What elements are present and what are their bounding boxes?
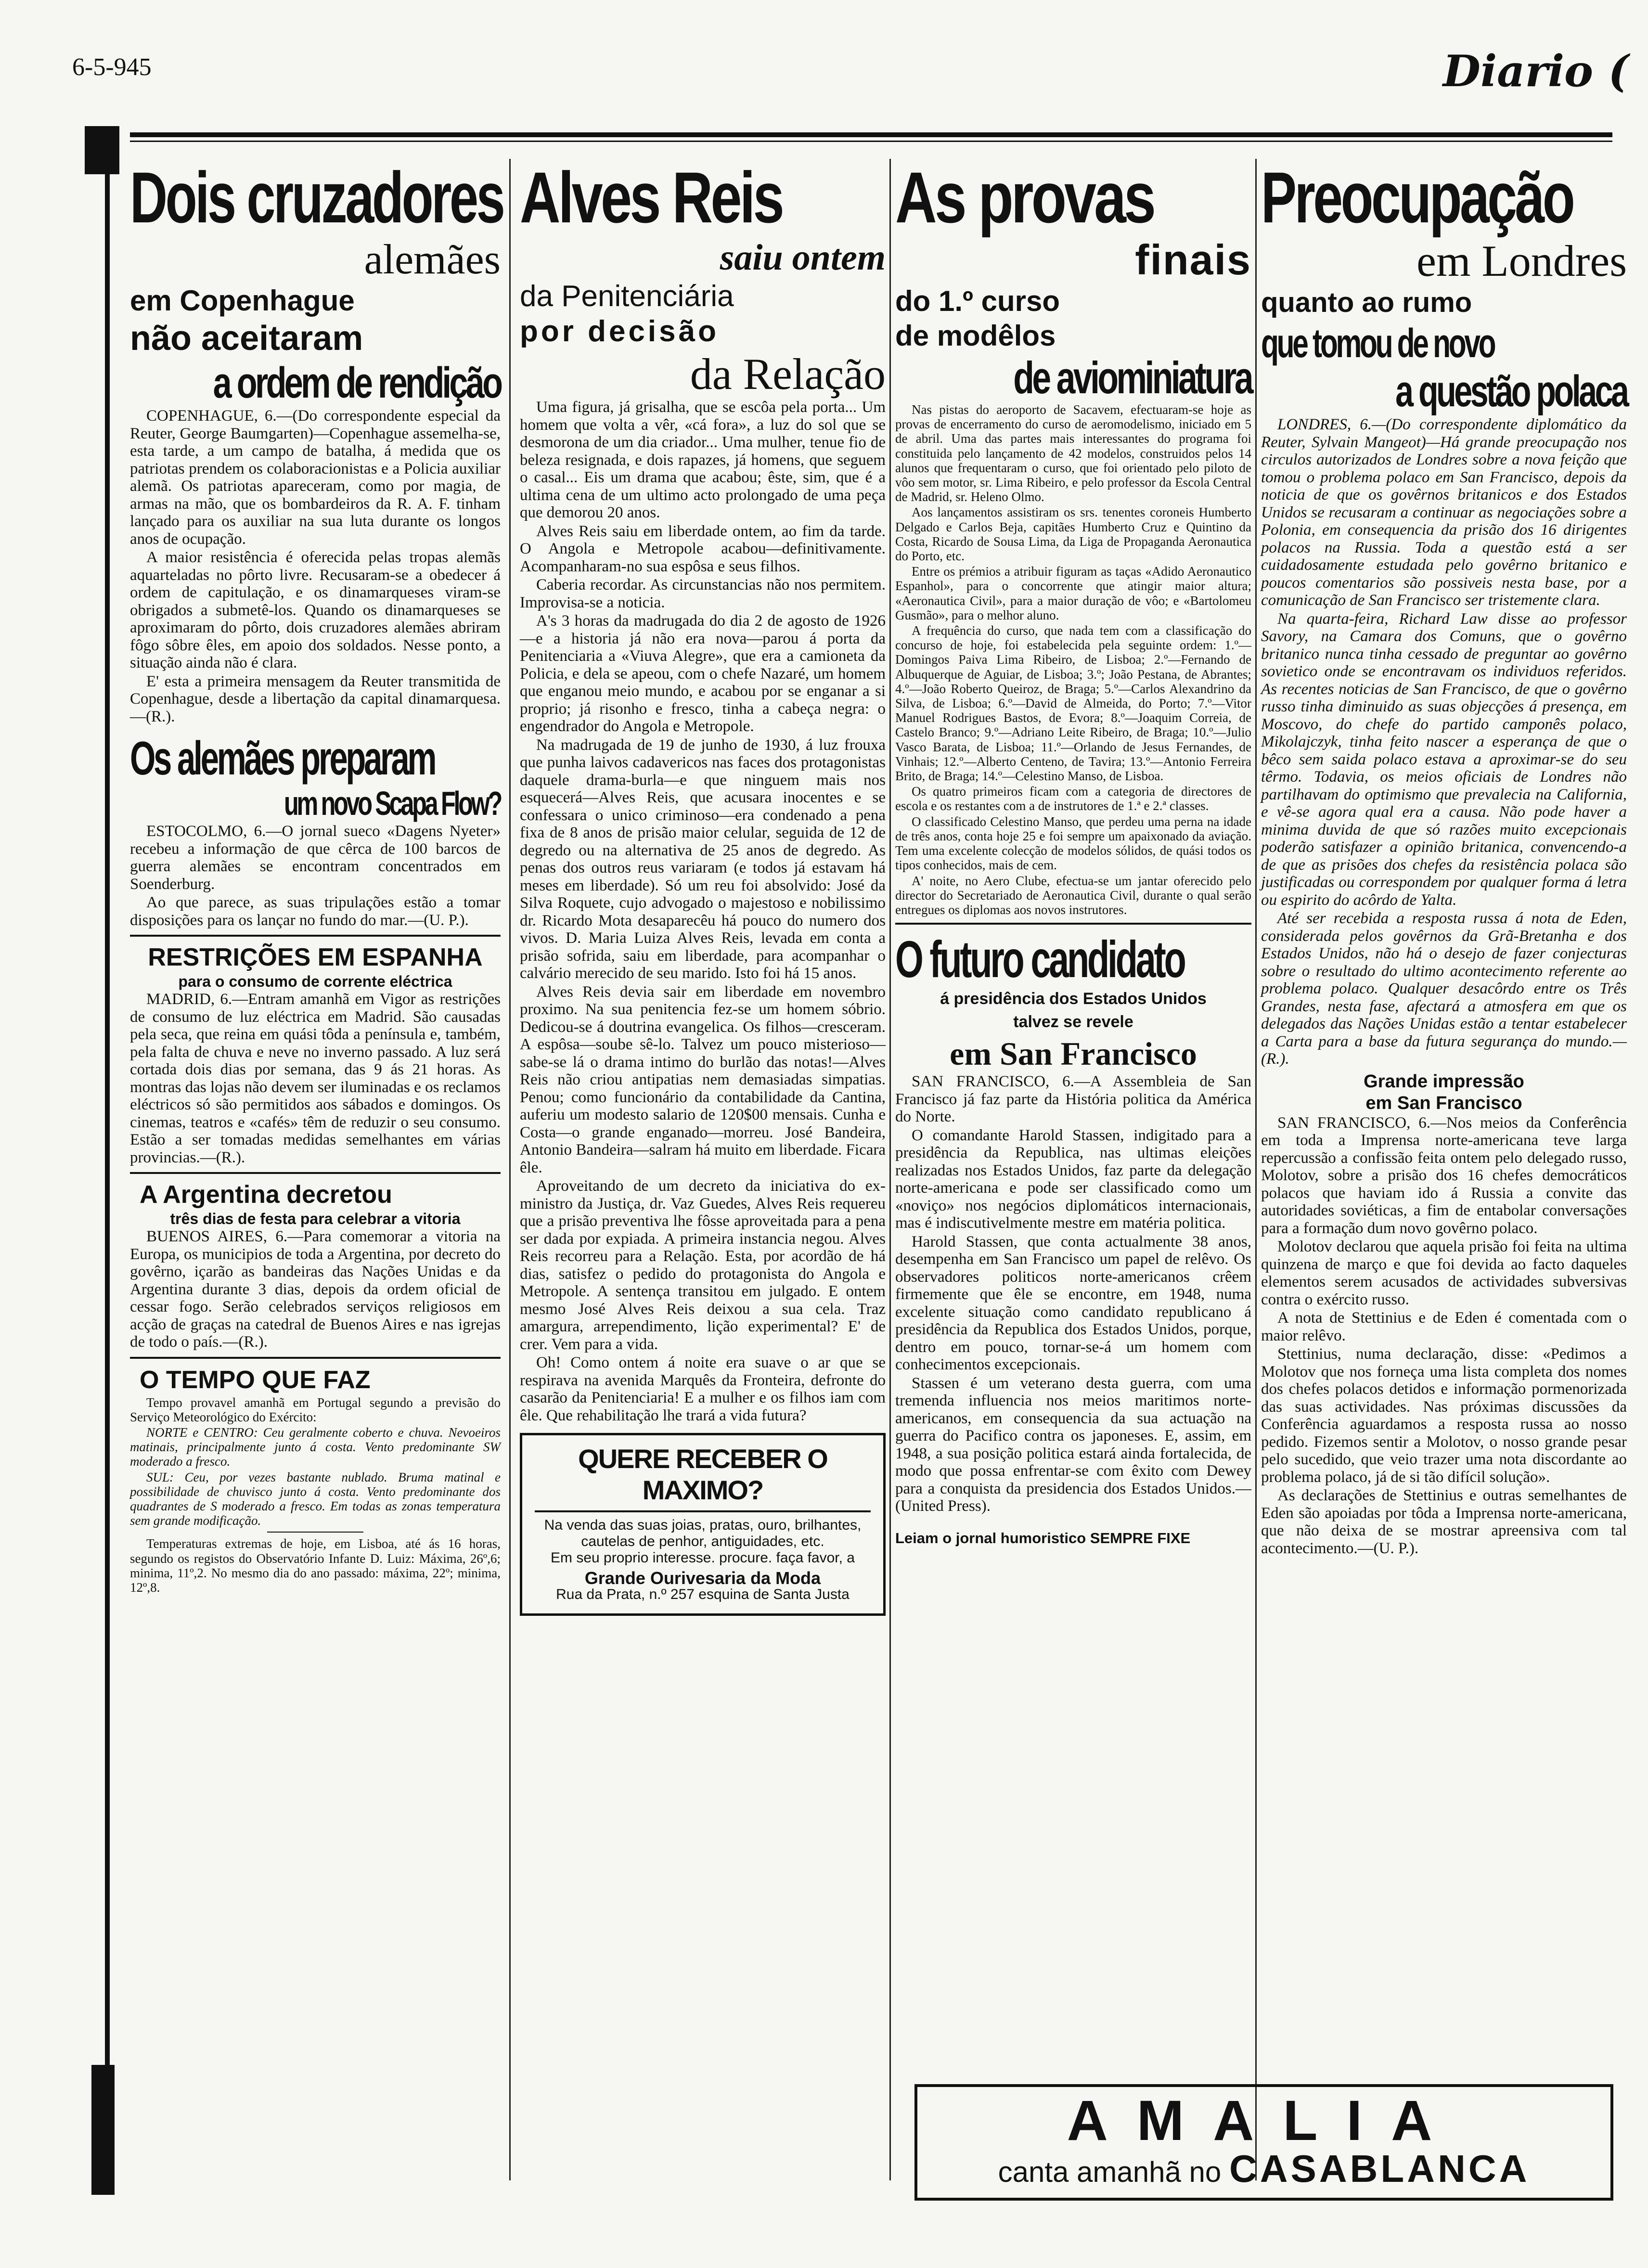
subheadline: em San Francisco: [1365, 1093, 1522, 1113]
column-divider: [509, 159, 511, 2180]
paragraph: Entre os prémios a atribuir figuram as taças «Adido Aeronautico Espanhol», para o concorrente que atingir maior altura; «Aeronautica Civil», para a maior duração de vôo; e «Bartolomeu Gusmão», para o melhor aluno.: [895, 564, 1251, 622]
page-header: [0, 0, 1648, 144]
paragraph: Na madrugada de 19 de junho de 1930, á luz frouxa que punha laivos cadavericos nas faces dos protagonistas daquele drama-burla—e que ninguem mais nos esquecerá—Alves Reis, que acusara inocentes e se confessara o unico criminoso—era condenado a pena fixa de 8 anos de prisão maior celular, seguida de 12 de degredo ou na alternativa de 25 anos de degredo. As penas dos outros reus variaram (e todos já estavam há meses em liberdade). Só um reu foi absolvido: José da Silva Roquete, cujo advogado o majestoso e nobilissimo dr. Ricardo Mota desaparecêu há pouco do numero dos vivos. D. Maria Luiza Alves Reis, levada em conta a prisão sofrida, saiu em liberdade, para acompanhar o calvário merecido de seu marido. Isto foi há 15 anos.: [520, 736, 886, 982]
subheadline: á presidência dos Estados Unidos: [940, 990, 1207, 1008]
paragraph: Aproveitando de um decreto da iniciativa do ex-ministro da Justiça, dr. Vaz Guedes, Alves Reis requereu que a prisão preventiva lhe fôsse aproveitada para a pena ser dada por expiada. A primeira instancia negou. Alves Reis recorreu para a Relação. Esta, por acordão de há dias, satisfez o pedido do protagonista do Angola e Metropole. A sentença transitou em julgado. E ontem mesmo José Alves Reis deixou a sua cela. Traz amargura, arrependimento, lição experimental? E' de crer. Vem para a vida.: [520, 1177, 886, 1353]
paragraph: As declarações de Stettinius e outras semelhantes de Eden são apoiadas por tôda a Imprensa norte-americana, que não deixa de se mostrar apreensiva com tal acontecimento.—(U. P.).: [1261, 1487, 1627, 1557]
article-scapa-flow: [130, 732, 501, 929]
paragraph: Harold Stassen, que conta actualmente 38 anos, desempenha em San Francisco um papel de relêvo. Os observadores politicos norte-americanos crêem firmemente que êle se encontre, em 1948, numa excelente situação como candidato republicano á presidência da Republica dos Estados Unidos, porque, dentro em pouco, tornar-se-á um homem com conhecimentos excepcionais.: [895, 1233, 1251, 1374]
subheadline: três dias de festa para celebrar a vitoria: [170, 1210, 461, 1227]
column-4: [1261, 159, 1627, 1560]
subheadline: da Relação: [690, 349, 886, 399]
subheadline: finais: [1135, 236, 1251, 284]
paragraph: SAN FRANCISCO, 6.—A Assembleia de San Francisco já faz parte da História politica da América do Norte.: [895, 1073, 1251, 1126]
subheadline: por decisão: [520, 315, 719, 348]
subheadline: que tomou de novo: [1261, 321, 1494, 366]
article-body: [1261, 416, 1627, 1068]
ad-artist-name: AMALIA: [1067, 2089, 1461, 2152]
ad-venue: CASABLANCA: [1229, 2147, 1530, 2190]
paragraph: A's 3 horas da madrugada do dia 2 de agosto de 1926—e a historia já não era nova—parou á porta da Penitenciaria a «Viuva Alegre», que era a camioneta da Policia, e dela se apeou, com o chefe Nazaré, um homem que enganou meio mundo, e acabou por se enganar a si proprio; já risonho e fresco, tinha a cabeça negra: o engendrador do Angola e Metropole.: [520, 612, 886, 735]
paragraph: A frequência do curso, que nada tem com a classificação do concurso de hoje, foi estabelecida pela seguinte ordem: 1.º—Domingos Paiva Lima Ribeiro, de Lisboa; 2.º—Fernando de Albuquerque de Aguiar, de Lisboa; 3.º; João Pestana, de Abrantes; 4.º—João Roberto Queiroz, de Braga; 5.º—Carlos Alexandrino da Silva, de Lisboa; 6.º—David de Almeida, do Porto; 7.º—Vitor Manuel Rodrigues Bastos, de Evora; 8.º—Joaquim Correia, de Castelo Branco; 9.º—Adriano Leite Ribeiro, de Braga; 10.º—Julio Vasco Barata, de Lisboa; 11.º—Orlando de Jesus Fernandes, de Vinhais; 12.º—Alberto Centeno, de Tavira; 13.º—Antonio Ferreira Brito, de Braga; 14.º—Celestino Manso, de Lisboa.: [895, 623, 1251, 784]
headline: O futuro candidato: [895, 930, 1184, 989]
article-grande-impressao: [1261, 1071, 1627, 1558]
paragraph: Alves Reis devia sair em liberdade em novembro proximo. Na sua penitencia fez-se um homem sóbrio. Dedicou-se á doutrina evangelica. Os filhos—cresceram. A espôsa—soube sê-lo. Talvez um pouco misterioso—sabe-se lá o drama intimo do burlão das notas!—Alves Reis não criou antipatias nem demasiadas simpatias. Penou; como funcionário da contabilidade da Cantina, auferiu um modesto salario de 120$00 mensais. Cunha e Costa—o grande enganado—morreu. José Bandeira, Antonio Bandeira—salram há muito em liberdade. Ficara êle.: [520, 983, 886, 1176]
column-3: [895, 159, 1251, 1547]
article-body: [130, 407, 501, 725]
issue-date: 6-5-945: [72, 53, 152, 81]
subheadline: saiu ontem: [720, 237, 886, 278]
subheadline: de aviominiatura: [1013, 352, 1251, 403]
ad-amalia: [914, 2084, 1613, 2201]
paragraph: Tempo provavel amanhã em Portugal segundo a previsão do Serviço Meteorológico do Exército:: [130, 1395, 501, 1424]
paragraph: O comandante Harold Stassen, indigitado para a presidência da Republica, nas ultimas eleições realizadas nos Estados Unidos, faz parte da delegação norte-americana e pode ser classificado como um «noviço» nos negócios diplomáticos internacionais, mas é indiscutivelmente mestre em matéria politica.: [895, 1126, 1251, 1232]
paragraph: Até ser recebida a resposta russa á nota de Eden, considerada pelos govêrnos da Grã-Bretanha e dos Estados Unidos, não há o desejo de fazer conjecturas sobre o resultado do ultimo acontecimento referente ao problema polaco. Qualquer desacôrdo entre os Três Grandes, nesta fase, afectará a atmosfera em que os delegados das Nações Unidas estão a tentar estabelecer a Carta para a base da futura segurança do mundo.—(R.).: [1261, 910, 1627, 1068]
paragraph: A maior resistência é oferecida pelas tropas alemãs aquarteladas no pôrto livre. Recusaram-se a obedecer á ordem de capitulação, e os dinamarqueses viram-se obrigados a submetê-los. Quando os dinamarqueses se aproximaram do pôrto, dois cruzadores alemães abriram fôgo sôbre êles, em apoio dos soldados. Nesse ponto, a situação ainda não é clara.: [130, 549, 501, 671]
paragraph: A nota de Stettinius e de Eden é comentada com o maior relêvo.: [1261, 1309, 1627, 1344]
paragraph: Caberia recordar. As circunstancias não nos permitem. Improvisa-se a noticia.: [520, 576, 886, 611]
subheadline: a ordem de rendição: [213, 359, 501, 407]
headline: O TEMPO QUE FAZ: [140, 1366, 371, 1394]
ad-body: [535, 1517, 871, 1603]
headline: RESTRIÇÕES EM ESPANHA: [148, 943, 483, 971]
column-1: [130, 159, 501, 1598]
article-body: [520, 399, 886, 1424]
headline: Preocupação: [1261, 157, 1573, 238]
subheadline: não aceitaram: [130, 319, 363, 358]
subheadline: em San Francisco: [950, 1035, 1197, 1072]
corner-block: [85, 126, 119, 174]
ad-text: canta amanhã no: [998, 2156, 1222, 2188]
column-divider: [889, 159, 891, 2180]
article-body: [1261, 1114, 1627, 1558]
ad-address: Rua da Prata, n.º 257 esquina de Santa Justa: [556, 1586, 850, 1602]
subheadline: para o consumo de corrente eléctrica: [178, 973, 452, 990]
paragraph: Aos lançamentos assistiram os srs. tenentes coroneis Humberto Delgado e Carlos Beja, capitães Humberto Cruz e Quintino da Costa, Ricardo de Sousa Lima, da Liga de Propaganda Aeronautica do Porto, etc.: [895, 505, 1251, 564]
paragraph: BUENOS AIRES, 6.—Para comemorar a vitoria na Europa, os municipios de toda a Argentina, por decreto do govêrno, içarão as bandeiras das Nações Unidas e da Argentina durante 3 dias, depois da ordem oficial de cessar fogo. Serão celebrados serviços religiosos em acção de graças na catedral de Buenos Aires e nas igrejas de todo o país.—(R.).: [130, 1228, 501, 1351]
ad-title: QUERE RECEBER O MAXIMO?: [535, 1443, 871, 1512]
bottom-block: [91, 2065, 115, 2195]
article-provas: [895, 159, 1251, 917]
article-body: [130, 1395, 501, 1595]
header-rule-thin: [130, 141, 1612, 142]
article-tempo: [130, 1365, 501, 1595]
article-body: [895, 1073, 1251, 1515]
ad-subline: [917, 2147, 1610, 2191]
subheadline: quanto ao rumo: [1261, 287, 1472, 318]
subheadline: da Penitenciária: [520, 280, 734, 313]
subheadline: talvez se revele: [1013, 1013, 1133, 1031]
paragraph: Ao que parece, as suas tripulações estão a tomar disposições para os lançar no fundo do mar.—(U. P.).: [130, 894, 501, 929]
subheadline: alemães: [364, 236, 501, 283]
subheadline: um novo Scapa Flow?: [284, 785, 501, 822]
paragraph: NORTE e CENTRO: Ceu geralmente coberto e chuva. Nevoeiros matinais, principalmente junto á costa. Vento predominante SW moderado a fresco.: [130, 1425, 501, 1469]
subheadline: a questão polaca: [1395, 367, 1627, 416]
article-body: [130, 1228, 501, 1351]
paragraph: SAN FRANCISCO, 6.—Nos meios da Conferência em toda a Imprensa norte-americana teve larga repercussão a confissão feita ontem pelo delegado russo, Molotov, sobre a prisão dos 16 chefes democráticos polacos que haviam ido á Russia a convite das autoridades soviéticas, a fim de entabolar conversações para a formação dum novo govêrno polaco.: [1261, 1114, 1627, 1237]
left-border: [105, 173, 110, 2185]
headline: Alves Reis: [520, 157, 783, 238]
column-2: [520, 159, 886, 1616]
divider: [130, 1172, 501, 1174]
paragraph: LONDRES, 6.—(Do correspondente diplomático da Reuter, Sylvain Mangeot)—Há grande preocupação nos circulos autorizados de Londres sobre a nova feição que tomou o problema polaco em San Francisco, depois da noticia de que os govêrnos britanicos e dos Estados Unidos se recusaram a continuar as negociações sobre a Polonia, em consequencia da prisão dos 16 dirigentes polacos na Russia. Toda a questão está a ser cuidadosamente estudada pelo govêrno britanico e poucos comentarios são possiveis nesta base, por a comunicação de San Francisco ser tristemente clara.: [1261, 416, 1627, 609]
article-body: [130, 991, 501, 1166]
paragraph: Nas pistas do aeroporto de Sacavem, efectuaram-se hoje as provas de encerramento do curso de aeromodelismo, iniciado em 5 de abril. Uma das partes mais interessantes do programa foi constituida pelo lançamento de 42 modelos, construidos pelos 14 alunos que frequentaram o curso, que foi orientado pelo piloto de vôo sem motor, sr. Lima Ribeiro, e pelo professor da Escola Central de Madrid, sr. Heleno Olmo.: [895, 402, 1251, 504]
subheadline: em Londres: [1416, 236, 1627, 285]
headline: A Argentina decretou: [140, 1181, 392, 1209]
divider: [130, 1357, 501, 1359]
paragraph: Temperaturas extremas de hoje, em Lisboa, até ás 16 horas, segundo os registos do Observatório Infante D. Luiz: Máxima, 26º,6; minima, 11º,2. No mesmo dia do ano passado: máxima, 22º; minima, 12º,8.: [130, 1536, 501, 1595]
paragraph: Na quarta-feira, Richard Law disse ao professor Savory, na Camara dos Comuns, que o govêrno britanico nunca tinha cessado de preguntar ao govêrno sovietico onde se encontravam os individuos referidos. As recentes noticias de San Francisco, de que o govêrno russo tinha diminuido as suas objecções á presença, em Moscovo, do chefe do partido camponês polaco, Mikolajczyk, tinha feito nascer a esperança de que o bêco sem saida polaco estava a aproximar-se do seu têrmo. Todavia, os meios oficiais de Londres não partilhavam do optimismo que prevalecia na California, e vê-se agora qual era a causa. Não pode haver a minima duvida de que só razões muito excepcionais poderão satisfazer a opinião britanica, convencendo-a de que as prisões dos chefes da resistência polaca são justificadas ou correspondem por qualquer forma á letra ou espirito do acôrdo de Yalta.: [1261, 610, 1627, 909]
paragraph: Stassen é um veterano desta guerra, com uma tremenda influencia nos meios maritimos norte-americanos, em consequencia da sua actuação na guerra do Pacifico contra os japoneses. E, assim, em 1948, a sua posição politica estará ainda fortalecida, de modo que possa enfrentar-se com êxito com Dewey para a conquista da presidencia dos Estados Unidos.—(United Press).: [895, 1374, 1251, 1515]
headline: Dois cruzadores: [130, 157, 503, 238]
article-body: [130, 823, 501, 929]
column-divider: [1255, 159, 1257, 2180]
subheadline: de modêlos: [895, 320, 1056, 352]
paragraph: Os quatro primeiros ficam com a categoria de directores de escola e os restantes com a de instrutores de 1.ª e 2.ª classes.: [895, 784, 1251, 813]
header-rule: [130, 132, 1612, 137]
paragraph: Uma figura, já grisalha, que se escôa pela porta... Um homem que volta a vêr, «cá fora», a luz do sol que se desmorona de um dia criador... Uma mulher, tenue fio de beleza resignada, e dois rapazes, já homens, que seguem o casal... Eis um drama que acabou; êste, sim, que é a ultima cena de um ultimo acto prolongado de uma peça que demorou 20 anos.: [520, 399, 886, 521]
ad-text: Em seu proprio interesse. procure. faça favor, a: [551, 1550, 855, 1566]
subheadline: do 1.º curso: [895, 285, 1060, 317]
notice-sempre-fixe: Leiam o jornal humoristico SEMPRE FIXE: [895, 1529, 1191, 1546]
article-argentina: [130, 1180, 501, 1351]
divider: [895, 923, 1251, 925]
ad-text: Na venda das suas joias, pratas, ouro, brilhantes, cautelas de penhor, antiguidades, etc.: [544, 1517, 862, 1549]
paragraph: E' esta a primeira mensagem da Reuter transmitida de Copenhague, desde a libertação da capital dinamarquesa.—(R.).: [130, 672, 501, 725]
paragraph: O classificado Celestino Manso, que perdeu uma perna na idade de três anos, conta hoje 25 e foi sempre um apaixonado da aviação. Tem uma excelente colecção de modelos sólidos, de quási todos os tipos conhecidos, mais de cem.: [895, 814, 1251, 873]
headline: As provas: [895, 157, 1154, 238]
paragraph: Oh! Como ontem á noite era suave o ar que se respirava na avenida Marquês da Fronteira, defronte do casarão da Penitenciaria! E a mulher e os filhos iam com êle. Que rehabilitação lhe trará a vida futura?: [520, 1354, 886, 1424]
paragraph: Molotov declarou que aquela prisão foi feita na ultima quinzena de março e que foi devida ao facto daqueles elementos serem acusados de actividades subversivas contra o exército russo.: [1261, 1238, 1627, 1308]
subheadline: em Copenhague: [130, 284, 355, 317]
paragraph: SUL: Ceu, por vezes bastante nublado. Bruma matinal e possibilidade de chuvisco junto á costa. Vento predominante dos quadrantes de S moderado a fresco. Em todas as zonas temperatura sem grande modificação.: [130, 1469, 501, 1528]
ad-shop-name: Grande Ourivesaria da Moda: [584, 1568, 821, 1588]
article-alves-reis: [520, 159, 886, 1424]
headline: Os alemães preparam: [130, 732, 435, 785]
paragraph: COPENHAGUE, 6.—(Do correspondente especial da Reuter, George Baumgarten)—Copenhague assemelha-se, esta tarde, a um campo de batalha, á medida que os patriotas prendem os colaboracionistas e a Policia auxiliar alemã. Os patriotas apareceram, como por magia, de armas na mão, que os bombardeiros da R. A. F. tinham lançado para os auxiliar na sua luta durante os longos anos de ocupação.: [130, 407, 501, 548]
article-futuro-candidato: [895, 930, 1251, 1515]
paragraph: ESTOCOLMO, 6.—O jornal sueco «Dagens Nyeter» recebeu a informação de que cêrca de 100 barcos de guerra alemães se encontram concentrados em Soenderburg.: [130, 823, 501, 893]
article-preocupacao: [1261, 159, 1627, 1068]
headline: Grande impressão: [1364, 1071, 1524, 1092]
article-espanha: [130, 942, 501, 1166]
ad-ourivesaria: [520, 1433, 886, 1616]
paragraph: MADRID, 6.—Entram amanhã em Vigor as restrições de consumo de luz eléctrica em Madrid. São causadas pela seca, que reina em quási tôda a península e, também, pela falta de chuva e neve no inverno passado. A luz será cortada dois dias por semana, das 9 ás 21 horas. As montras das lojas não devem ser iluminadas e os reclamos eléctricos só são permitidos aos sábados e domingos. Os cinemas, teatros e «cafés» têm de reduzir o seu consumo. Estão a ser tomadas medidas semelhantes em várias provincias.—(R.).: [130, 991, 501, 1166]
masthead: Diario (: [1442, 46, 1629, 97]
article-body: [895, 402, 1251, 917]
divider: [130, 935, 501, 937]
divider: [267, 1532, 363, 1533]
paragraph: Stettinius, numa declaração, disse: «Pedimos a Molotov que nos forneça uma lista completa dos nomes dos chefes polacos detidos e informação pormenorizada das suas actividades. Nas próximas discussões da Conferência aguardamos a resposta russa ao nosso pedido. Fizemos sentir a Molotov, o nosso grande pesar pelo sucedido, que veio trazer uma nota discordante ao problema polaco, já de si tão difícil solução».: [1261, 1345, 1627, 1486]
paragraph: Alves Reis saiu em liberdade ontem, ao fim da tarde. O Angola e Metropole acabou—definitivamente. Acompanharam-no sua espôsa e seus filhos.: [520, 522, 886, 575]
paragraph: A' noite, no Aero Clube, efectua-se um jantar oferecido pelo director do Secretariado de Aeronautica Civil, durante o qual serão entregues os diplomas aos novos instrutores.: [895, 873, 1251, 917]
article-cruzadores: [130, 159, 501, 725]
